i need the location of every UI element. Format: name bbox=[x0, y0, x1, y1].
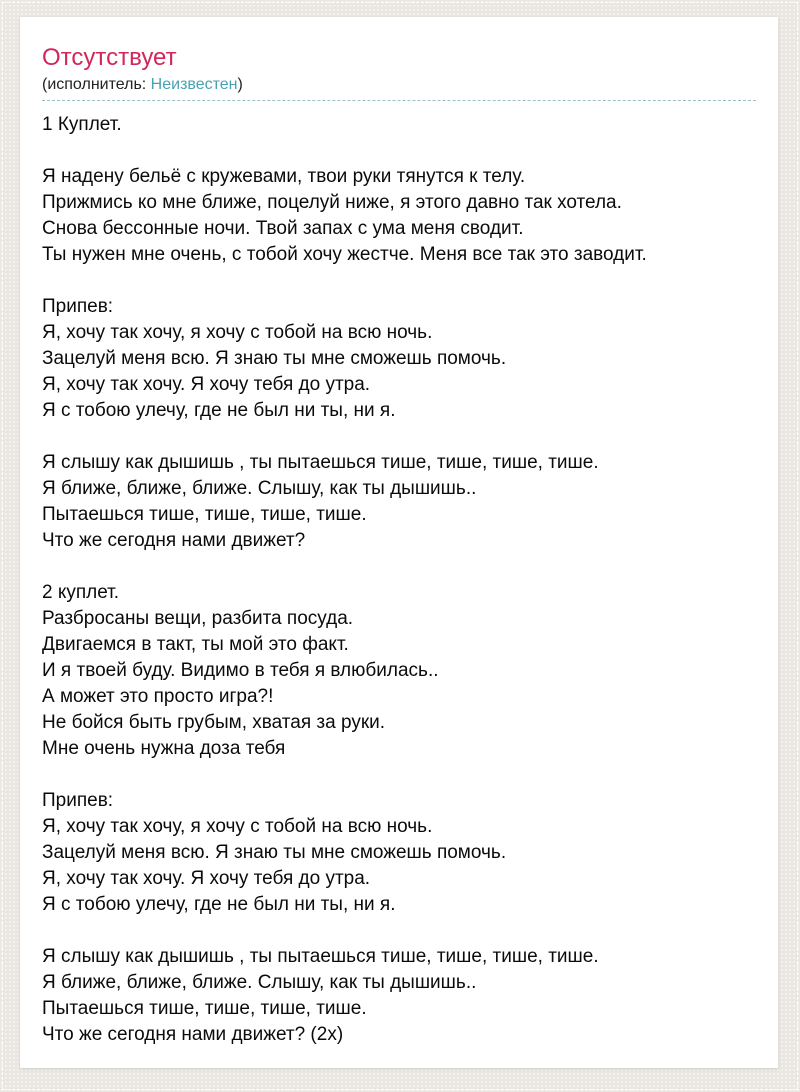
lyrics-line: 1 Куплет. bbox=[42, 114, 122, 135]
lyrics-line bbox=[42, 424, 756, 450]
lyrics-line bbox=[42, 918, 756, 944]
lyrics-line: Снова бессонные ночи. Твой запах с ума меня сводит. bbox=[42, 218, 524, 239]
lyrics-line: Я с тобою улечу, где не был ни ты, ни я. bbox=[42, 400, 396, 421]
lyrics-line: Пытаешься тише, тише, тише, тише. bbox=[42, 504, 367, 525]
lyrics-line: 2 куплет. bbox=[42, 582, 120, 603]
lyrics-line: Я ближе, ближе, ближе. Слышу, как ты дышишь.. bbox=[42, 972, 477, 993]
lyrics-line: Что же сегодня нами движет? (2x) bbox=[42, 1024, 344, 1045]
lyrics-line bbox=[42, 138, 756, 164]
content-card bbox=[20, 17, 778, 1068]
lyrics-line: Не бойся быть грубым, хватая за руки. bbox=[42, 712, 386, 733]
artist-row bbox=[42, 75, 756, 101]
lyrics-line bbox=[42, 268, 756, 294]
lyrics-line: Я слышу как дышишь , ты пытаешься тише, тише, тише, тише. bbox=[42, 452, 599, 473]
lyrics-line: Мне очень нужна доза тебя bbox=[42, 738, 286, 759]
lyrics-line: Я, хочу так хочу, я хочу с тобой на всю ночь. bbox=[42, 322, 433, 343]
lyrics-line: Зацелуй меня всю. Я знаю ты мне сможешь помочь. bbox=[42, 842, 507, 863]
lyrics-line: Я, хочу так хочу. Я хочу тебя до утра. bbox=[42, 868, 371, 889]
lyrics-line: Я надену бельё с кружевами, твои руки тянутся к телу. bbox=[42, 166, 526, 187]
lyrics-line: Разбросаны вещи, разбита посуда. bbox=[42, 608, 354, 629]
lyrics-line: Я слышу как дышишь , ты пытаешься тише, тише, тише, тише. bbox=[42, 946, 599, 967]
lyrics-line: Я, хочу так хочу, я хочу с тобой на всю ночь. bbox=[42, 816, 433, 837]
lyrics-line: Я, хочу так хочу. Я хочу тебя до утра. bbox=[42, 374, 371, 395]
lyrics-line: Я с тобою улечу, где не был ни ты, ни я. bbox=[42, 894, 396, 915]
artist-label-suffix: ) bbox=[237, 76, 243, 93]
lyrics-line: Ты нужен мне очень, с тобой хочу жестче. Меня все так это заводит. bbox=[42, 244, 647, 265]
lyrics-line: И я твоей буду. Видимо в тебя я влюбилась.. bbox=[42, 660, 439, 681]
lyrics-line: Двигаемся в такт, ты мой это факт. bbox=[42, 634, 349, 655]
lyrics-line: Пытаешься тише, тише, тише, тише. bbox=[42, 998, 367, 1019]
artist-label-prefix: (исполнитель: bbox=[42, 76, 151, 93]
lyrics-line: Припев: bbox=[42, 790, 114, 811]
lyrics-line: Припев: bbox=[42, 296, 114, 317]
lyrics-line bbox=[42, 554, 756, 580]
artist-link[interactable]: Неизвестен bbox=[150, 76, 238, 93]
lyrics-text bbox=[42, 112, 756, 1048]
lyrics-line bbox=[42, 762, 756, 788]
lyrics-line: Прижмись ко мне ближе, поцелуй ниже, я этого давно так хотела. bbox=[42, 192, 622, 213]
song-title: Отсутствует bbox=[42, 44, 177, 71]
lyrics-line: Я ближе, ближе, ближе. Слышу, как ты дышишь.. bbox=[42, 478, 477, 499]
lyrics-line: Что же сегодня нами движет? bbox=[42, 530, 306, 551]
lyrics-line: Зацелуй меня всю. Я знаю ты мне сможешь помочь. bbox=[42, 348, 507, 369]
lyrics-line: А может это просто игра?! bbox=[42, 686, 274, 707]
